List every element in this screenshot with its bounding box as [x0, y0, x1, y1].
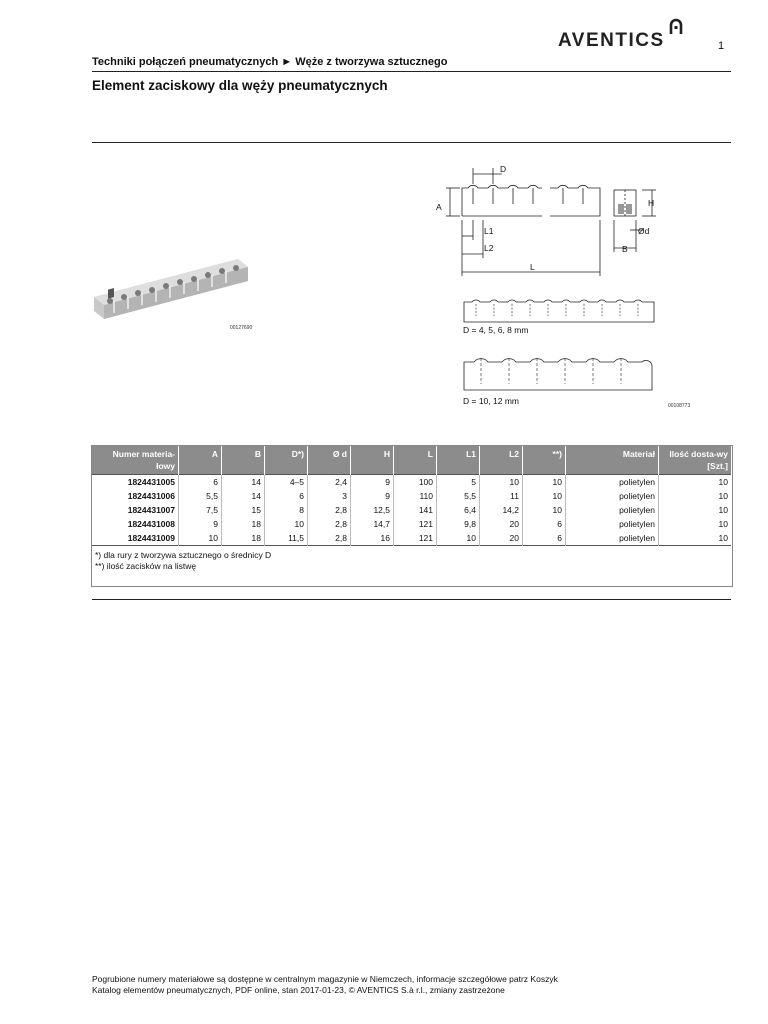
table-cell: 110 — [394, 489, 437, 503]
material-number-cell: 1824431006 — [127, 491, 175, 501]
dim-label-h: H — [648, 198, 655, 208]
table-row — [92, 503, 731, 517]
caption-small-sizes: D = 4, 5, 6, 8 mm — [463, 325, 529, 335]
profile-drawing-large — [462, 356, 657, 394]
dim-label-a: A — [436, 202, 442, 212]
table-cell: 10 — [659, 489, 732, 503]
footer — [92, 974, 558, 996]
material-number-cell: 1824431007 — [127, 505, 175, 515]
page-title: Element zaciskowy dla węży pneumatycznych — [92, 78, 388, 93]
table-cell: 15 — [222, 503, 265, 517]
table-cell: 5,5 — [179, 489, 222, 503]
table-cell: 20 — [480, 517, 523, 531]
profile-drawing-small — [462, 298, 657, 324]
breadcrumb: Techniki połączeń pneumatycznych ► Węże z tworzywa sztucznego — [92, 56, 448, 68]
col-header: Ilość dosta-wy [Szt.] — [659, 446, 732, 475]
table-cell: 9 — [179, 517, 222, 531]
table-row — [92, 531, 731, 546]
section-divider — [92, 142, 731, 143]
table-note: *) dla rury z tworzywa sztucznego o średnicy D — [95, 550, 272, 560]
table-cell: 6,4 — [437, 503, 480, 517]
table-cell: 4–5 — [265, 475, 308, 490]
table-cell: 10 — [659, 475, 732, 490]
dim-label-od: Ød — [638, 226, 650, 236]
dim-label-l: L — [530, 262, 535, 272]
table-cell: 121 — [394, 517, 437, 531]
table-cell: 121 — [394, 531, 437, 546]
table-cell: 5,5 — [437, 489, 480, 503]
material-number-cell: 1824431008 — [127, 519, 175, 529]
dim-label-l2: L2 — [484, 243, 494, 253]
aventics-logo — [556, 18, 686, 54]
table-cell: polietylen — [566, 489, 659, 503]
table-cell: 6 — [523, 531, 566, 546]
table-cell: 2,8 — [308, 503, 351, 517]
table-row — [92, 517, 731, 531]
logo-mark-icon — [668, 18, 684, 36]
dim-label-d: D — [500, 164, 507, 174]
table-cell: 14 — [222, 475, 265, 490]
col-header: B — [222, 446, 265, 475]
table-cell: 2,8 — [308, 531, 351, 546]
col-header: A — [179, 446, 222, 475]
table-cell: 20 — [480, 531, 523, 546]
col-header: L2 — [480, 446, 523, 475]
table-cell: polietylen — [566, 503, 659, 517]
spec-table — [92, 446, 731, 574]
table-notes — [92, 546, 731, 575]
table-cell: 18 — [222, 517, 265, 531]
table-cell: 10 — [659, 531, 732, 546]
table-cell: 11,5 — [265, 531, 308, 546]
col-header: Ø d — [308, 446, 351, 475]
page-number: 1 — [718, 40, 725, 52]
table-cell: 8 — [265, 503, 308, 517]
table-cell: 5 — [437, 475, 480, 490]
dimension-drawing — [432, 160, 672, 280]
table-cell: 7,5 — [179, 503, 222, 517]
table-cell: 2,8 — [308, 517, 351, 531]
table-cell: polietylen — [566, 475, 659, 490]
table-cell: 100 — [394, 475, 437, 490]
table-cell: 14,2 — [480, 503, 523, 517]
table-cell: 10 — [523, 475, 566, 490]
table-cell: 6 — [179, 475, 222, 490]
drawing-code: 00108773 — [668, 403, 691, 409]
table-cell: 16 — [351, 531, 394, 546]
table-note: **) ilość zacisków na listwę — [95, 561, 197, 571]
footer-line-2: Katalog elementów pneumatycznych, PDF online, stan 2017-01-23, © AVENTICS S.à r.l., zmiany zastrzeżone — [92, 985, 505, 995]
table-divider — [92, 599, 731, 600]
material-number-cell: 1824431009 — [127, 533, 175, 543]
col-header: L1 — [437, 446, 480, 475]
table-row — [92, 489, 731, 503]
col-header: Materiał — [566, 446, 659, 475]
table-cell: 9,8 — [437, 517, 480, 531]
table-cell: polietylen — [566, 517, 659, 531]
table-cell: 6 — [523, 517, 566, 531]
table-cell: 14 — [222, 489, 265, 503]
table-cell: 10 — [480, 475, 523, 490]
table-cell: 6 — [265, 489, 308, 503]
col-header: **) — [523, 446, 566, 475]
table-header-row — [92, 446, 731, 475]
product-photo — [88, 255, 258, 325]
table-cell: 12,5 — [351, 503, 394, 517]
table-cell: 10 — [437, 531, 480, 546]
col-header: L — [394, 446, 437, 475]
table-cell: 9 — [351, 489, 394, 503]
table-cell: 9 — [351, 475, 394, 490]
table-row — [92, 475, 731, 490]
dim-label-l1: L1 — [484, 226, 494, 236]
table-cell: 2,4 — [308, 475, 351, 490]
photo-code: 00127690 — [230, 325, 253, 331]
col-header: H — [351, 446, 394, 475]
table-cell: 10 — [265, 517, 308, 531]
table-cell: polietylen — [566, 531, 659, 546]
logo-text: AVENTICS — [558, 30, 665, 51]
table-cell: 10 — [659, 503, 732, 517]
table-cell: 10 — [523, 489, 566, 503]
table-cell: 18 — [222, 531, 265, 546]
table-cell: 14,7 — [351, 517, 394, 531]
col-header: Numer materia-łowy — [92, 446, 179, 475]
table-cell: 10 — [659, 517, 732, 531]
footer-line-1: Pogrubione numery materiałowe są dostępne w centralnym magazynie w Niemczech, informacje szczegółowe patrz Koszyk — [92, 974, 558, 984]
dim-label-b: B — [622, 244, 628, 254]
table-cell: 3 — [308, 489, 351, 503]
header-divider — [92, 71, 731, 72]
table-cell: 10 — [179, 531, 222, 546]
table-cell: 11 — [480, 489, 523, 503]
table-cell: 10 — [523, 503, 566, 517]
material-number-cell: 1824431005 — [92, 475, 179, 490]
col-header: D*) — [265, 446, 308, 475]
table-cell: 141 — [394, 503, 437, 517]
caption-large-sizes: D = 10, 12 mm — [463, 396, 519, 406]
table-notes-row — [92, 546, 731, 575]
